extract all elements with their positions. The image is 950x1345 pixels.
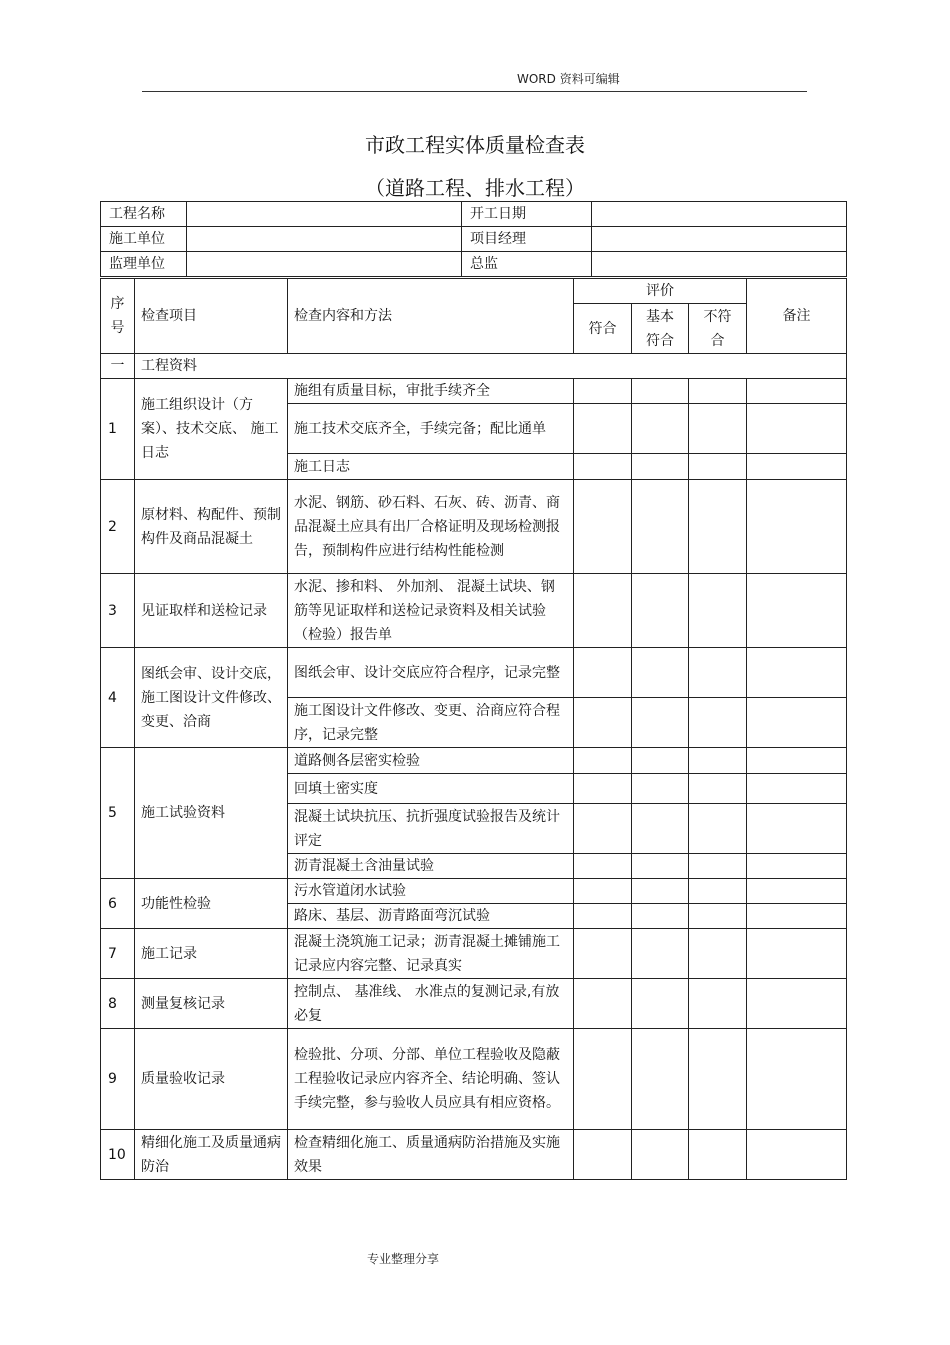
basic-cell[interactable] — [632, 904, 689, 929]
check-item: 原材料、构配件、预制构件及商品混凝土 — [135, 480, 288, 574]
conform-cell[interactable] — [574, 774, 632, 804]
remark-cell[interactable] — [747, 648, 847, 698]
check-content: 控制点、 基准线、 水准点的复测记录,有放必复 — [288, 979, 574, 1029]
basic-cell[interactable] — [632, 1029, 689, 1130]
chief-label: 总监 — [462, 252, 592, 277]
check-content: 施工日志 — [288, 454, 574, 480]
nonconform-cell[interactable] — [689, 804, 747, 854]
nonconform-cell[interactable] — [689, 904, 747, 929]
table-row — [101, 748, 847, 774]
basic-cell[interactable] — [632, 379, 689, 404]
nonconform-header: 不符合 — [689, 304, 747, 354]
info-row — [101, 227, 847, 252]
remark-cell[interactable] — [747, 698, 847, 748]
check-content: 施组有质量目标，审批手续齐全 — [288, 379, 574, 404]
nonconform-cell[interactable] — [689, 404, 747, 454]
basic-cell[interactable] — [632, 879, 689, 904]
row-number: 3 — [101, 574, 135, 648]
nonconform-cell[interactable] — [689, 1029, 747, 1130]
method-header: 检查内容和方法 — [288, 279, 574, 354]
seq-header: 序号 — [101, 279, 135, 354]
table-row — [101, 648, 847, 698]
section-title: 工程资料 — [135, 354, 847, 379]
nonconform-cell[interactable] — [689, 854, 747, 879]
info-row — [101, 202, 847, 227]
conform-cell[interactable] — [574, 379, 632, 404]
remark-cell[interactable] — [747, 404, 847, 454]
section-index: 一 — [101, 354, 135, 379]
nonconform-cell[interactable] — [689, 574, 747, 648]
row-number: 4 — [101, 648, 135, 748]
conform-cell[interactable] — [574, 748, 632, 774]
check-content: 污水管道闭水试验 — [288, 879, 574, 904]
conform-cell[interactable] — [574, 904, 632, 929]
remark-cell[interactable] — [747, 1130, 847, 1180]
start-date-label: 开工日期 — [462, 202, 592, 227]
remark-cell[interactable] — [747, 454, 847, 480]
inspection-table — [100, 278, 847, 1180]
project-name-field[interactable] — [187, 202, 462, 227]
nonconform-cell[interactable] — [689, 979, 747, 1029]
basic-cell[interactable] — [632, 804, 689, 854]
check-item: 质量验收记录 — [135, 1029, 288, 1130]
page-title: 市政工程实体质量检查表 — [365, 133, 585, 157]
footer-text: 专业整理分享 — [367, 1252, 440, 1266]
nonconform-cell[interactable] — [689, 1130, 747, 1180]
remark-cell[interactable] — [747, 574, 847, 648]
check-content: 回填土密实度 — [288, 774, 574, 804]
conform-header: 符合 — [574, 304, 632, 354]
contractor-field[interactable] — [187, 227, 462, 252]
nonconform-cell[interactable] — [689, 379, 747, 404]
nonconform-cell[interactable] — [689, 879, 747, 904]
remark-cell[interactable] — [747, 854, 847, 879]
row-number: 9 — [101, 1029, 135, 1130]
manager-field[interactable] — [592, 227, 847, 252]
table-row — [101, 1029, 847, 1130]
conform-cell[interactable] — [574, 480, 632, 574]
nonconform-cell[interactable] — [689, 929, 747, 979]
chief-field[interactable] — [592, 252, 847, 277]
table-row — [101, 379, 847, 404]
check-item: 施工组织设计（方案）、技术交底、 施工日志 — [135, 379, 288, 480]
header-divider — [142, 91, 807, 92]
supervisor-label: 监理单位 — [101, 252, 187, 277]
conform-cell[interactable] — [574, 574, 632, 648]
table-row — [101, 480, 847, 574]
check-content: 施工图设计文件修改、变更、洽商应符合程序，记录完整 — [288, 698, 574, 748]
remark-cell[interactable] — [747, 774, 847, 804]
conform-cell[interactable] — [574, 804, 632, 854]
check-content: 道路侧各层密实检验 — [288, 748, 574, 774]
remark-cell[interactable] — [747, 904, 847, 929]
check-item: 精细化施工及质量通病防治 — [135, 1130, 288, 1180]
check-content: 检查精细化施工、质量通病防治措施及实施效果 — [288, 1130, 574, 1180]
nonconform-cell[interactable] — [689, 748, 747, 774]
basic-cell[interactable] — [632, 979, 689, 1029]
nonconform-cell[interactable] — [689, 648, 747, 698]
nonconform-cell[interactable] — [689, 698, 747, 748]
check-content: 混凝土试块抗压、抗折强度试验报告及统计评定 — [288, 804, 574, 854]
remark-cell[interactable] — [747, 1029, 847, 1130]
basic-cell[interactable] — [632, 854, 689, 879]
row-number: 5 — [101, 748, 135, 879]
check-content: 混凝土浇筑施工记录；沥青混凝土摊铺施工记录应内容完整、记录真实 — [288, 929, 574, 979]
conform-cell[interactable] — [574, 929, 632, 979]
row-number: 1 — [101, 379, 135, 480]
eval-header: 评价 — [574, 279, 747, 304]
conform-cell[interactable] — [574, 879, 632, 904]
conform-cell[interactable] — [574, 648, 632, 698]
basic-cell[interactable] — [632, 929, 689, 979]
table-row — [101, 879, 847, 904]
check-item: 测量复核记录 — [135, 979, 288, 1029]
table-row — [101, 574, 847, 648]
check-item: 功能性检验 — [135, 879, 288, 929]
check-item: 见证取样和送检记录 — [135, 574, 288, 648]
supervisor-field[interactable] — [187, 252, 462, 277]
conform-cell[interactable] — [574, 454, 632, 480]
check-content: 施工技术交底齐全，手续完备；配比通单 — [288, 404, 574, 454]
row-number: 10 — [101, 1130, 135, 1180]
basic-cell[interactable] — [632, 480, 689, 574]
check-content: 路床、基层、沥青路面弯沉试验 — [288, 904, 574, 929]
basic-cell[interactable] — [632, 748, 689, 774]
remark-cell[interactable] — [747, 379, 847, 404]
conform-cell[interactable] — [574, 404, 632, 454]
item-header: 检查项目 — [135, 279, 288, 354]
project-name-label: 工程名称 — [101, 202, 187, 227]
basic-cell[interactable] — [632, 454, 689, 480]
basic-cell[interactable] — [632, 574, 689, 648]
page-subtitle: （道路工程、排水工程） — [365, 176, 585, 200]
remark-cell[interactable] — [747, 480, 847, 574]
conform-cell[interactable] — [574, 979, 632, 1029]
basic-cell[interactable] — [632, 1130, 689, 1180]
conform-cell[interactable] — [574, 698, 632, 748]
table-row — [101, 1130, 847, 1180]
remark-cell[interactable] — [747, 929, 847, 979]
basic-cell[interactable] — [632, 698, 689, 748]
check-content: 水泥、钢筋、砂石料、石灰、砖、沥青、商品混凝土应具有出厂合格证明及现场检测报告，预制构件应进行结构性能检测 — [288, 480, 574, 574]
remark-header: 备注 — [747, 279, 847, 354]
conform-cell[interactable] — [574, 1029, 632, 1130]
row-number: 7 — [101, 929, 135, 979]
check-content: 水泥、掺和料、 外加剂、 混凝土试块、钢筋等见证取样和送检记录资料及相关试验（检验）报告单 — [288, 574, 574, 648]
info-table — [100, 201, 847, 277]
info-row — [101, 252, 847, 277]
contractor-label: 施工单位 — [101, 227, 187, 252]
header-watermark: WORD 资料可编辑 — [517, 72, 620, 86]
row-number: 8 — [101, 979, 135, 1029]
basic-cell[interactable] — [632, 648, 689, 698]
remark-cell[interactable] — [747, 748, 847, 774]
remark-cell[interactable] — [747, 804, 847, 854]
check-content: 沥青混凝土含油量试验 — [288, 854, 574, 879]
nonconform-cell[interactable] — [689, 480, 747, 574]
conform-cell[interactable] — [574, 854, 632, 879]
check-content: 检验批、分项、分部、单位工程验收及隐蔽工程验收记录应内容齐全、结论明确、签认手续完整，参与验收人员应具有相应资格。 — [288, 1029, 574, 1130]
remark-cell[interactable] — [747, 979, 847, 1029]
basic-cell[interactable] — [632, 404, 689, 454]
start-date-field[interactable] — [592, 202, 847, 227]
table-row — [101, 929, 847, 979]
manager-label: 项目经理 — [462, 227, 592, 252]
check-content: 图纸会审、设计交底应符合程序，记录完整 — [288, 648, 574, 698]
row-number: 2 — [101, 480, 135, 574]
conform-cell[interactable] — [574, 1130, 632, 1180]
table-header-row — [101, 279, 847, 304]
table-row — [101, 979, 847, 1029]
nonconform-cell[interactable] — [689, 774, 747, 804]
check-item: 施工试验资料 — [135, 748, 288, 879]
check-item: 施工记录 — [135, 929, 288, 979]
remark-cell[interactable] — [747, 879, 847, 904]
row-number: 6 — [101, 879, 135, 929]
table-body — [101, 354, 847, 1180]
basic-header: 基本符合 — [632, 304, 689, 354]
check-item: 图纸会审、设计交底，施工图设计文件修改、变更、洽商 — [135, 648, 288, 748]
basic-cell[interactable] — [632, 774, 689, 804]
section-row — [101, 354, 847, 379]
nonconform-cell[interactable] — [689, 454, 747, 480]
